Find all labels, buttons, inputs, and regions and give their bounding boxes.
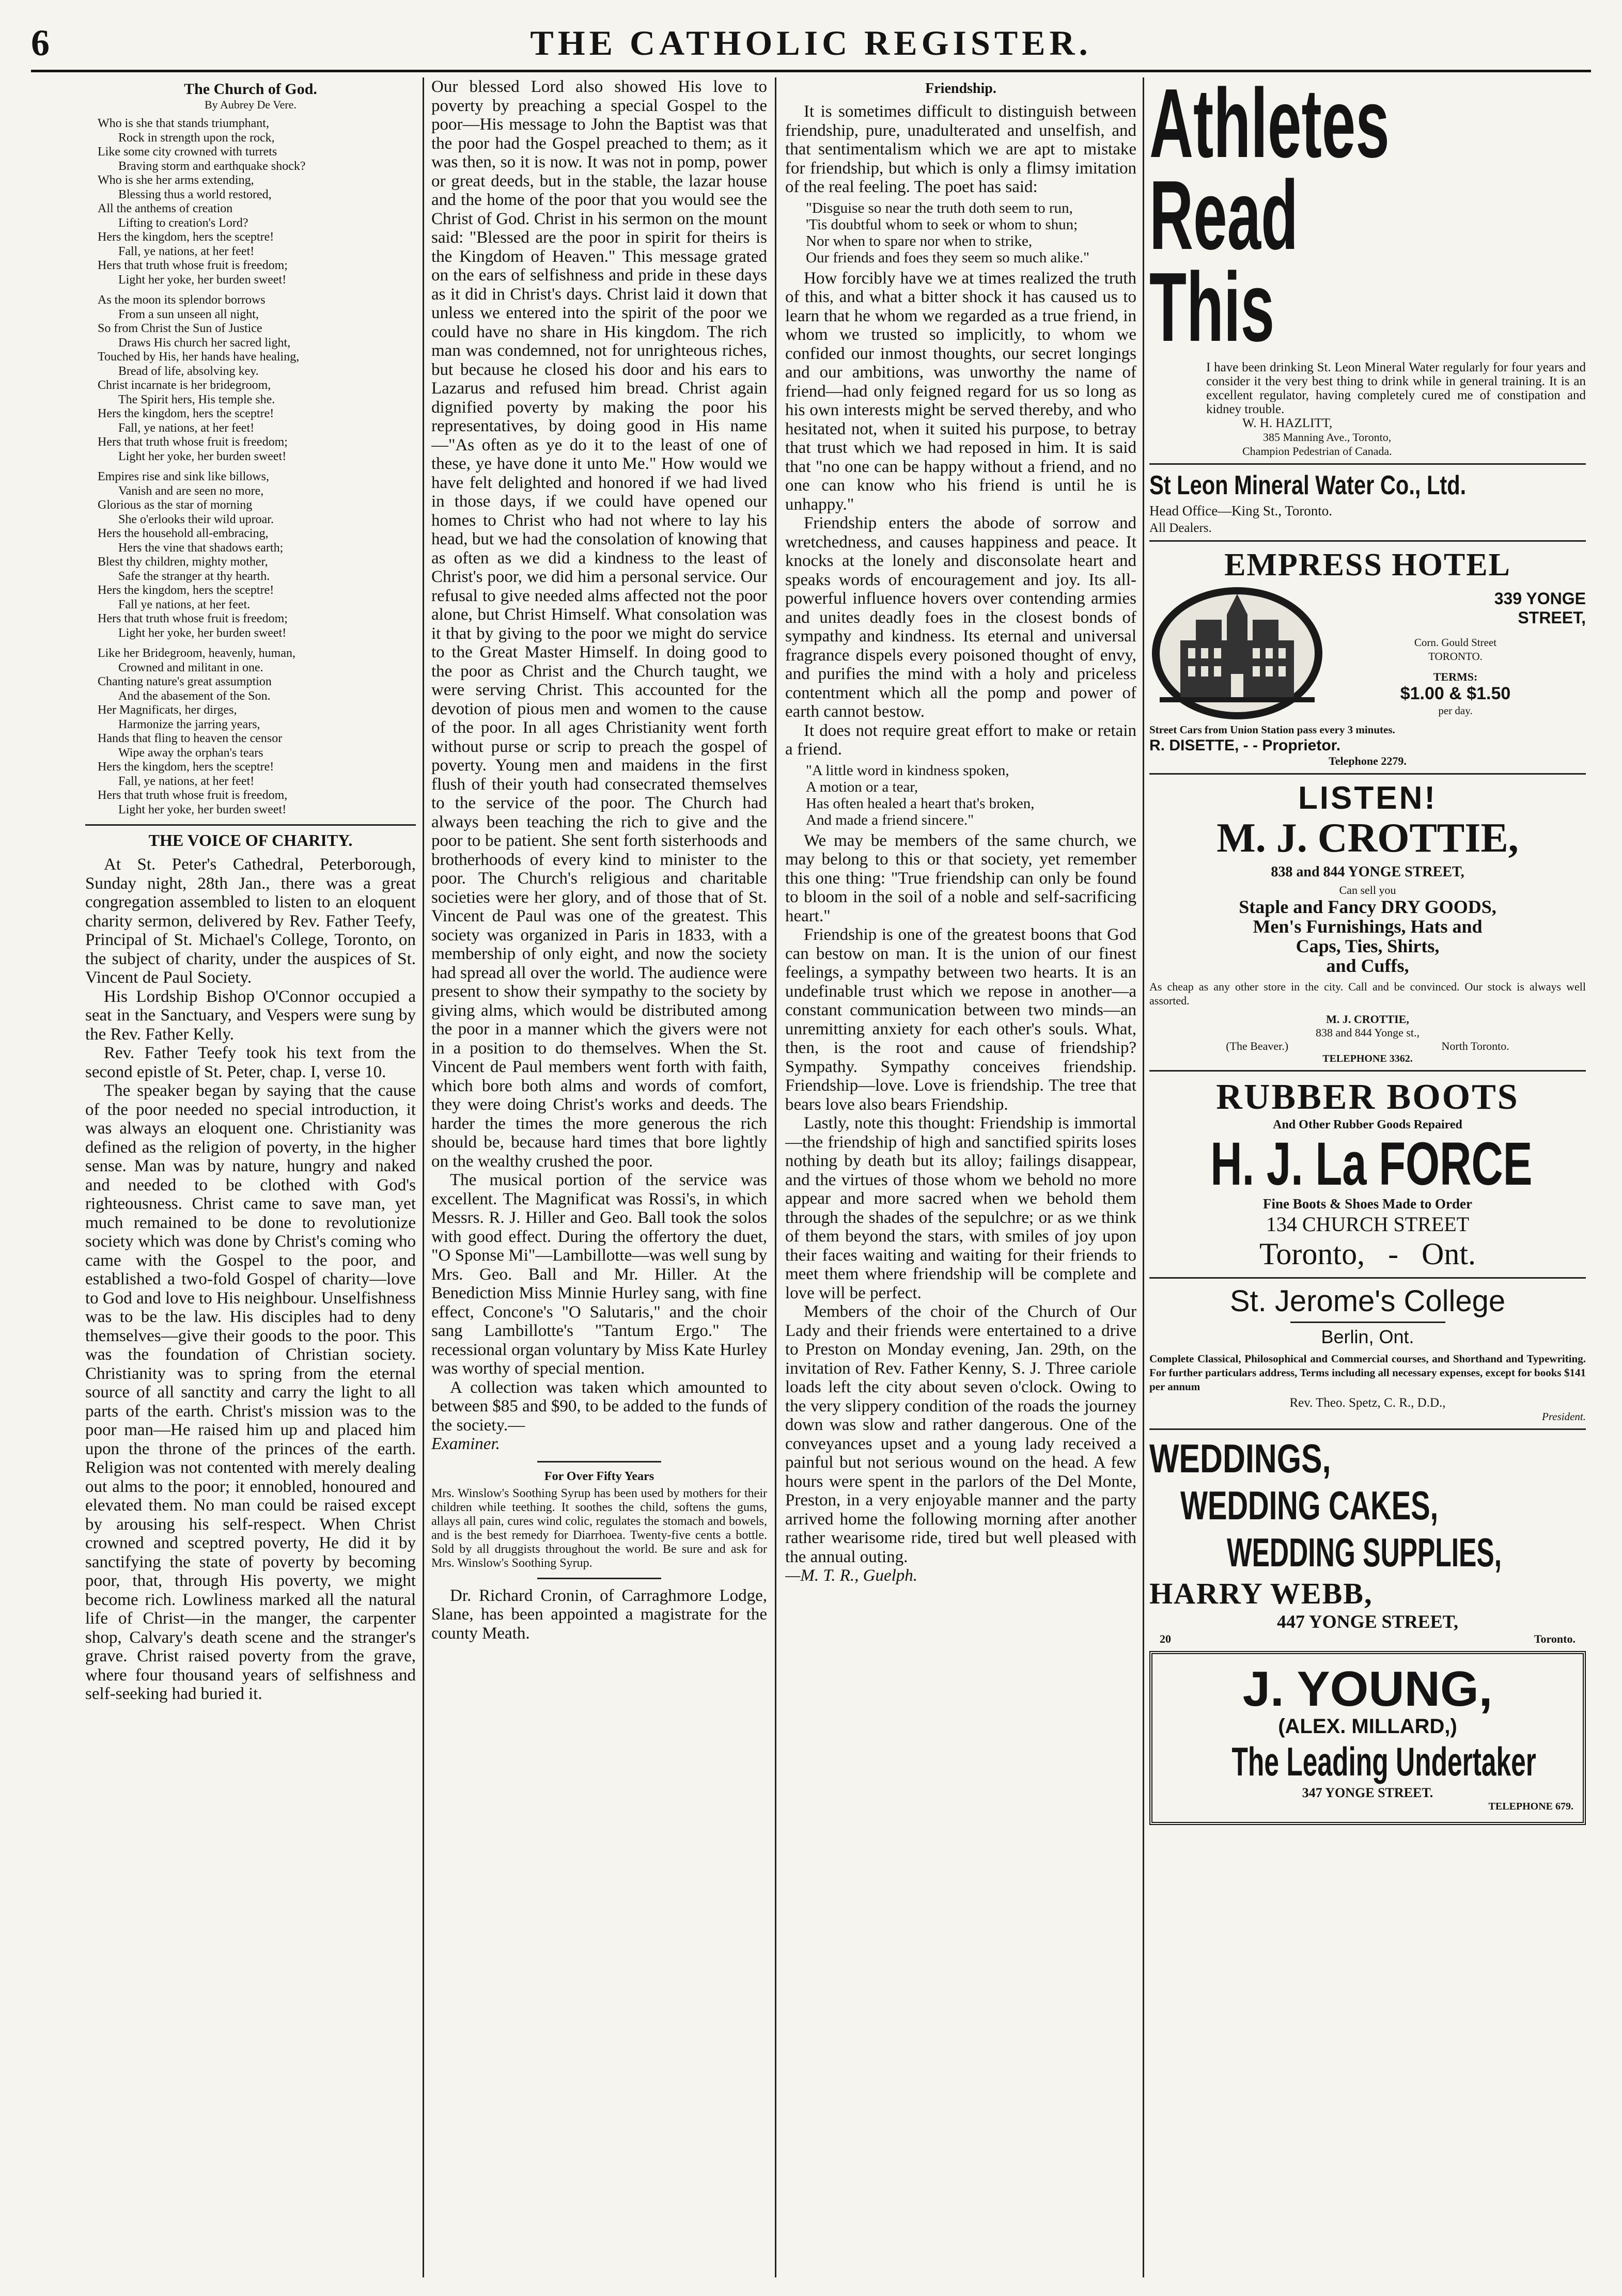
article-paragraph: It does not require great effort to make or retain a friend. <box>785 721 1136 759</box>
poem-line: Hers the kingdom, hers the sceptre! <box>98 584 274 597</box>
notice-text: Mrs. Winslow's Soothing Syrup has been used by mothers for their children while teething. It soothes the child, softens the gums, allays all pain, cures wind colic, regulates the stomach and bowels, and is the best remedy for Diarrhoea. Twenty-five cents a bottle. Sold by all druggists throughout the world. Be sure and ask for Mrs. Winslow's Soothing Syrup. <box>431 1486 767 1570</box>
poem-line: Draws His church her sacred light, <box>118 336 291 350</box>
rubber-tag: Fine Boots & Shoes Made to Order <box>1263 1196 1472 1212</box>
college-role: President. <box>1542 1410 1586 1423</box>
hotel-proprietor: R. DISETTE, - - Proprietor. <box>1149 737 1341 754</box>
page-number: 6 <box>31 22 50 64</box>
stleon-dealers: All Dealers. <box>1149 521 1212 535</box>
divider <box>1149 1277 1586 1279</box>
column-3 <box>785 77 1136 2277</box>
article-paragraph: At St. Peter's Cathedral, Peterborough, Sunday night, 28th Jan., there was a great congregation assembled to listen to an eloquent charity sermon, delivered by Rev. Father Teefy, Principal of St. Michael's College, Toronto, on the subject of charity, under the auspices of St. Vincent de Paul Society. <box>85 855 416 987</box>
poem-line: Chanting nature's great assumption <box>98 675 272 688</box>
article-paragraph: It is sometimes difficult to distinguish between friendship, pure, unadulterated and unselfish, and that sentimentalism which we are apt to mistake for friendship, but which is only a flimsy imitation of the real feeling. The poet has said: <box>785 102 1136 196</box>
stleon-ad <box>1149 470 1586 535</box>
poem-line: Hers the kingdom, hers the sceptre! <box>98 760 274 774</box>
crottie-beaver: (The Beaver.) <box>1226 1040 1289 1052</box>
divider <box>1149 1070 1586 1072</box>
hotel-city: TORONTO. <box>1428 650 1483 663</box>
friendship-title: Friendship. <box>925 81 996 97</box>
article-signature: —M. T. R., Guelph. <box>785 1566 918 1585</box>
poem-line: Blessing thus a world restored, <box>118 187 272 201</box>
column-rule <box>775 77 776 2277</box>
crottie-line: and Cuffs, <box>1326 955 1409 976</box>
poem-author: By Aubrey De Vere. <box>205 98 297 111</box>
column-rule <box>423 77 424 2277</box>
masthead <box>31 21 1591 72</box>
crottie-line: Men's Furnishings, Hats and <box>1253 916 1483 937</box>
young-sub: (ALEX. MILLARD,) <box>1278 1715 1457 1738</box>
empress-hotel-ad <box>1149 547 1586 768</box>
divider <box>1290 1322 1445 1323</box>
listen-headline: LISTEN! <box>1298 780 1438 816</box>
crottie-signature-address: 838 and 844 Yonge st., <box>1315 1026 1420 1039</box>
divider <box>1149 773 1586 775</box>
hotel-cars: Street Cars from Union Station pass every 3 minutes. <box>1149 724 1395 736</box>
poem-line: Fall, ye nations, at her feet! <box>118 774 255 788</box>
crottie-address: 838 and 844 YONGE STREET, <box>1271 864 1464 880</box>
webb-num: 20 <box>1160 1632 1171 1645</box>
crottie-north: North Toronto. <box>1441 1040 1509 1052</box>
newspaper-title: THE CATHOLIC REGISTER. <box>530 23 1092 62</box>
crottie-name: M. J. CROTTIE, <box>1216 815 1519 861</box>
poem-line: Lifting to creation's Lord? <box>118 216 248 230</box>
column-rule <box>1143 77 1144 2277</box>
article-paragraph: Friendship enters the abode of sorrow and wretchedness, and causes happiness and peace. It knocks at the lonely and disconsolate heart and speaks words of encouragement and joy. Its all-powerful influence hovers over contending armies and unites deadly foes in the closest bonds of sympathy and kindness. Its eternal and universal fragrance dispels every poisoned thought of envy, and purifies the mind with a holy and priceless contentment which all the pomp and power of earth cannot bestow. <box>785 514 1136 721</box>
poem-line: Wipe away the orphan's tears <box>118 746 263 760</box>
poem-line: Safe the stranger at thy hearth. <box>118 569 270 583</box>
verse-quote: "A little word in kindness spoken, A motion or a tear, Has often healed a heart that's broken, And made a friend sincere." <box>806 762 1035 828</box>
article-paragraph: How forcibly have we at times realized the truth of this, and what a bitter shock it has caused us to learn that he whom we regarded as a true friend, in whom we trusted so implicitly, to whom we confided our inmost thoughts, our secret longings and our ambitions, was unworthy the name of friend—had only feigned regard for us so long as his own interests might be served thereby, and who hesitated not, when it suited his purpose, to betray that trust which we had reposed in him. It is said that "no one can be happy without a friend, and no one can know who his friend is until he is unhappy." <box>785 269 1136 514</box>
verse-quote: "Disguise so near the truth doth seem to run, 'Tis doubtful whom to seek or whom to shun; Nor when to spare nor when to strike, Our friends and foes they seem so much alike." <box>806 199 1089 266</box>
poem-line: Bread of life, absolving key. <box>118 364 259 378</box>
column-4-ads <box>1149 77 1586 2277</box>
st-jeromes-ad <box>1149 1284 1586 1423</box>
poem-line: Who is she that stands triumphant, <box>98 117 269 130</box>
article-paragraph: Lastly, note this thought: Friendship is immortal—the friendship of high and sanctified spirits loses nothing by death but its alloy; failings disappear, and the virtues of those whom we behold no more appear and more sacred when we behold them through the shades of the sepulchre; or as we think of them beyond the stars, with smiles of joy upon their faces waiting and waiting for their friends to meet them where friendship will be complete and love will be perfect. <box>785 1114 1136 1302</box>
young-undertaker-ad <box>1149 1651 1586 1825</box>
divider <box>1149 463 1586 465</box>
rubber-city: Toronto, - Ont. <box>1259 1237 1476 1271</box>
athletes-headline: Athletes Read This <box>1149 77 1390 362</box>
poem-title: The Church of God. <box>184 81 317 98</box>
article-paragraph: Rev. Father Teefy took his text from the second epistle of St. Peter, chap. I, verse 10. <box>85 1044 416 1081</box>
webb-name: HARRY WEBB, <box>1149 1577 1373 1610</box>
poem-line: Light her yoke, her burden sweet! <box>118 449 287 463</box>
divider <box>1149 540 1586 542</box>
hotel-address: 339 YONGE <box>1494 589 1586 608</box>
hotel-phone: Telephone 2279. <box>1329 754 1407 767</box>
article-paragraph: The musical portion of the service was excellent. The Magnificat was Rossi's, in which Messrs. R. J. Hiller and Geo. Ball took the solos with good effect. During the offertory the duet, "O Sponse Mi"—Lambillotte—was well sung by Mrs. Geo. Ball and Mr. Hiller. At the Benediction Miss Minnie Hurley sang, with fine effect, Concone's "O Salutaris," and the choir sang Lambillotte's "Tantum Ergo." The recessional organ voluntary by Miss Kate Hurley was worthy of special mention. <box>431 1171 767 1378</box>
stleon-name: St Leon Mineral Water Co., Ltd. <box>1149 470 1467 500</box>
rubber-title: RUBBER BOOTS <box>1216 1077 1519 1117</box>
news-item: Dr. Richard Cronin, of Carraghmore Lodge, Slane, has been appointed a magistrate for the county Meath. <box>431 1586 767 1643</box>
article-paragraph: A collection was taken which amounted to between $85 and $90, to be added to the funds of the society.— <box>431 1378 767 1435</box>
harry-webb-ad <box>1149 1435 1586 1646</box>
poem-line: Christ incarnate is her bridegroom, <box>98 379 271 392</box>
hotel-terms-label: TERMS: <box>1433 670 1478 683</box>
hotel-address-street: STREET, <box>1518 608 1586 627</box>
poem-line: Light her yoke, her burden sweet! <box>118 626 287 640</box>
divider <box>537 1461 661 1462</box>
poem-line: Hers that truth whose fruit is freedom; <box>98 612 288 625</box>
crottie-text: As cheap as any other store in the city. Call and be convinced. Our stock is always well assorted. <box>1149 980 1586 1007</box>
column-1 <box>85 77 416 2277</box>
poem-line: Who is she her arms extending, <box>98 174 254 187</box>
crottie-ad <box>1149 780 1586 1065</box>
crottie-can-sell: Can sell you <box>1339 884 1396 897</box>
weddings-headline: WEDDINGS, <box>1149 1436 1331 1481</box>
poem-line: Harmonize the jarring years, <box>118 717 260 731</box>
hotel-building-illustration <box>1149 584 1325 723</box>
poem-line: Hands that fling to heaven the censor <box>98 732 283 745</box>
poem-line: Her Magnificats, her dirges, <box>98 703 237 717</box>
poem-line: And the abasement of the Son. <box>118 689 271 703</box>
poem-line: Braving storm and earthquake shock? <box>118 159 306 173</box>
poem-line: Glorious as the star of morning <box>98 498 253 512</box>
college-name: St. Jerome's College <box>1229 1284 1506 1318</box>
hotel-name: EMPRESS HOTEL <box>1224 547 1511 583</box>
poem-line: Hers the kingdom, hers the sceptre! <box>98 407 274 420</box>
poem-body <box>85 117 416 817</box>
poem-line: Like some city crowned with turrets <box>98 145 277 159</box>
poem-line: So from Christ the Sun of Justice <box>98 322 262 335</box>
young-name: J. YOUNG, <box>1242 1661 1493 1717</box>
article-source: Examiner. <box>431 1435 500 1453</box>
hotel-terms: $1.00 & $1.50 <box>1400 683 1511 703</box>
article-paragraph: His Lordship Bishop O'Connor occupied a seat in the Sanctuary, and Vespers were sung by the Rev. Father Kelly. <box>85 987 416 1044</box>
testimonial-signature: W. H. HAZLITT, <box>1242 416 1333 430</box>
crottie-line: Caps, Ties, Shirts, <box>1296 936 1440 956</box>
poem-line: She o'erlooks their wild uproar. <box>118 512 274 526</box>
poem-line: The Spirit hers, His temple she. <box>118 392 275 406</box>
stleon-office: Head Office—King St., Toronto. <box>1149 503 1333 518</box>
poem-line: Hers that truth whose fruit is freedom; <box>98 435 288 449</box>
poem-line: All the anthems of creation <box>98 202 233 215</box>
poem-line: Hers that truth whose fruit is freedom; <box>98 259 288 272</box>
poem-line: Rock in strength upon the rock, <box>118 131 275 145</box>
article-paragraph: Members of the choir of the Church of Our Lady and their friends were entertained to a drive to Preston on Monday evening, Jan. 29th, on the invitation of Rev. Father Kenny, S. J. Three cariole loads left the city about seven o'clock. Owing to the very slippery condition of the roads the journey down was slow and rather dangerous. One of the conveyances upset and a young lady received a painful but not serious wound on the head. A few hours were spent in the parlors of the Del Monte, Preston, in a very enjoyable manner and the party arrived home the following morning after another rather wearisome ride, tired but well pleased with the annual outing. <box>785 1302 1136 1566</box>
poem-line: Fall, ye nations, at her feet! <box>118 244 255 258</box>
divider <box>1149 1428 1586 1430</box>
poem-line: Hers the kingdom, hers the sceptre! <box>98 230 274 244</box>
article-paragraph: We may be members of the same church, we may belong to this or that society, yet remember this one thing: "True friendship can only be found to bloom in the soil of a noble and self-sacrificing heart." <box>785 831 1136 925</box>
article-paragraph: Our blessed Lord also showed His love to poverty by preaching a special Gospel to the poor—His message to John the Baptist was that the poor had the Gospel preached to them; as it was then, so it is now. It was not in pomp, power or great deeds, but in the stable, the lazar house and the home of the poor that you would see the Christ of God. Christ in his sermon on the mount said: "Blessed are the poor in spirit for theirs is the Kingdom of Heaven." This message grated on the ears of selfishness and pride in these days as it did in Christ's days. Christ laid it down that unless we entered into the spirit of the poor we could have no share in His kingdom. The rich man was condemned, not for unrighteous riches, but because he closed his door and his ears to Lazarus and refused him bread. Christ again dignified poverty by making the poor his representatives, by doing good in His name—"As often as ye do it to the least of one of these, ye have done it unto Me." How would we have felt delighted and honored if we had lived in those days, if we could have opened our homes to Christ who had not where to lay his head, but we had the consolation of knowing that as often as we did a kindness to the least of Christ's poor, we did him a personal service. Our refusal to give needed alms affected not the poor alone, but Christ Himself. What consolation was it that by giving to the poor we might do service to the Great Master Himself. In doing good to the poor as Christ and the Church taught, we were serving Christ. This accounted for the devotion of pious men and women to the cause of the poor. In all ages Christianity went forth without purse or scrip to preach the gospel of poverty. Young men and maidens in the first flush of their youth had consecrated themselves to the service of the poor. The Church had always been teaching the rich to give and the poor to be patient. She sent forth sisterhoods and brotherhoods of every kind to minister to the poor. The Church's religious and charitable societies were her glory, and of those that of St. Vincent de Paul was one of the greatest. This society was organized in Paris in 1833, with a membership of only eight, and now the society had spread all over the world. The audience were present to show their sympathy to the society by giving alms, which would be distributed among the poor in a manner which the givers were not in a position to do themselves. When the St. Vincent de Paul members went forth with faith, which bore both alms and words of comfort, they were doing Christ's works and deeds. The harder the times the more generous the rich should be, because hard times that bore lightly on the wealthy crushed the poor. <box>431 77 767 1171</box>
poem-line: From a sun unseen all night, <box>118 307 259 321</box>
article-title: THE VOICE OF CHARITY. <box>148 831 353 850</box>
poem-line: Hers that truth whose fruit is freedom, <box>98 789 288 802</box>
poem-line: Light her yoke, her burden sweet! <box>118 803 287 816</box>
poem-line: Empires rise and sink like billows, <box>98 470 269 483</box>
young-address: 347 YONGE STREET. <box>1302 1785 1433 1800</box>
laforce-name: H. J. La FORCE <box>1210 1130 1533 1198</box>
rubber-address: 134 CHURCH STREET <box>1266 1213 1470 1236</box>
divider <box>537 1578 661 1579</box>
poem-line: As the moon its splendor borrows <box>98 293 266 307</box>
rubber-sub: And Other Rubber Goods Repaired <box>1273 1118 1462 1131</box>
article-paragraph: Friendship is one of the greatest boons that God can bestow on man. It is the union of our finest feelings, a sympathy between two hearts. It is an undefinable trust which we repose in another—a constant communication between two minds—an unremitting anxiety for each other's souls. What, then, is the root and cause of friendship? Sympathy. Sympathy conceives friendship. Friendship—love. Love is friendship. The tree that bears love also bears Friendship. <box>785 925 1136 1114</box>
college-signature: Rev. Theo. Spetz, C. R., D.D., <box>1289 1396 1446 1410</box>
webb-address: 447 YONGE STREET, <box>1276 1611 1459 1632</box>
hotel-corner: Corn. Gould Street <box>1414 636 1497 649</box>
college-city: Berlin, Ont. <box>1321 1326 1414 1347</box>
wedding-supplies: WEDDING SUPPLIES, <box>1227 1530 1502 1575</box>
column-2 <box>431 77 767 2277</box>
poem-line: Blest thy children, mighty mother, <box>98 555 268 569</box>
article-paragraph: The speaker began by saying that the cause of the poor needed no special introduction, it was always an eloquent one. Christianity was defined as the religion of poverty, in the higher sense. Man was by nature, hungry and naked and needed to be clothed with God's righteousness. Christ came to save man, yet much remained to be done to revolutionize society which was done by Christ's coming who came with the Gospel to the poor, and established a two-fold Gospel of charity—love to God and love to His neighbour. Unselfishness was to be the law. His disciples had to deny themselves—give their goods to the poor. This was the foundation of Christian society. Christianity was to spring from the eternal source of all sanctity and carry the light to all parts of the earth. Christ's mission was to the poor man—He raised him up and placed him upon the throne of the princes of the earth. Religion was not contented with merely dealing out alms to the poor; it ennobled, honoured and elevated them. No man could be raised except by arousing his self-respect. When Christ crowned and sceptred poverty, He did it by sanctifying the state of poverty by becoming poor, that, through His poverty, we might become rich. Lowliness marked all the natural life of Christ—in the manger, the carpenter shop, Calvary's death scene and the stranger's grave. Christ raised poverty from the grave, where four thousand years of selfishness and self-seeking had buried it. <box>85 1081 416 1703</box>
young-tagline: The Leading Undertaker <box>1231 1739 1536 1784</box>
poem-line: Hers the household all-embracing, <box>98 527 269 540</box>
rubber-boots-ad <box>1149 1077 1586 1272</box>
poem-line: Touched by His, her hands have healing, <box>98 350 300 364</box>
testimonial-address: 385 Manning Ave., Toronto, <box>1263 431 1392 444</box>
poem-line: Like her Bridegroom, heavenly, human, <box>98 647 295 660</box>
testimonial-title: Champion Pedestrian of Canada. <box>1242 445 1392 458</box>
college-text: Complete Classical, Philosophical and Commercial courses, and Shorthand and Typewriting. For further particulars address, Terms including all necessary expenses, except for books $141 per annum <box>1149 1353 1586 1393</box>
crottie-signature: M. J. CROTTIE, <box>1326 1013 1409 1026</box>
crottie-phone: TELEPHONE 3362. <box>1322 1053 1413 1064</box>
poem-line: Fall, ye nations, at her feet! <box>118 421 255 435</box>
testimonial-text: I have been drinking St. Leon Mineral Water regularly for four years and consider it the very best thing to drink while in general training. It is an excellent regulator, having completely cured me of constipation and kidney trouble. <box>1206 360 1586 416</box>
poem-line: Fall ye nations, at her feet. <box>118 597 251 611</box>
webb-city: Toronto. <box>1534 1632 1576 1645</box>
wedding-cakes: WEDDING CAKES, <box>1180 1483 1439 1528</box>
poem-line: Vanish and are seen no more, <box>118 484 264 498</box>
young-phone: TELEPHONE 679. <box>1488 1801 1573 1812</box>
notice-title: For Over Fifty Years <box>544 1469 654 1483</box>
divider <box>85 824 416 826</box>
hotel-per-day: per day. <box>1438 704 1473 717</box>
poem-line: Crowned and militant in one. <box>118 661 263 674</box>
poem-line: Hers the vine that shadows earth; <box>118 541 284 555</box>
poem-line: Light her yoke, her burden sweet! <box>118 273 287 287</box>
crottie-line: Staple and Fancy DRY GOODS, <box>1239 897 1496 917</box>
athletes-ad <box>1149 77 1586 458</box>
